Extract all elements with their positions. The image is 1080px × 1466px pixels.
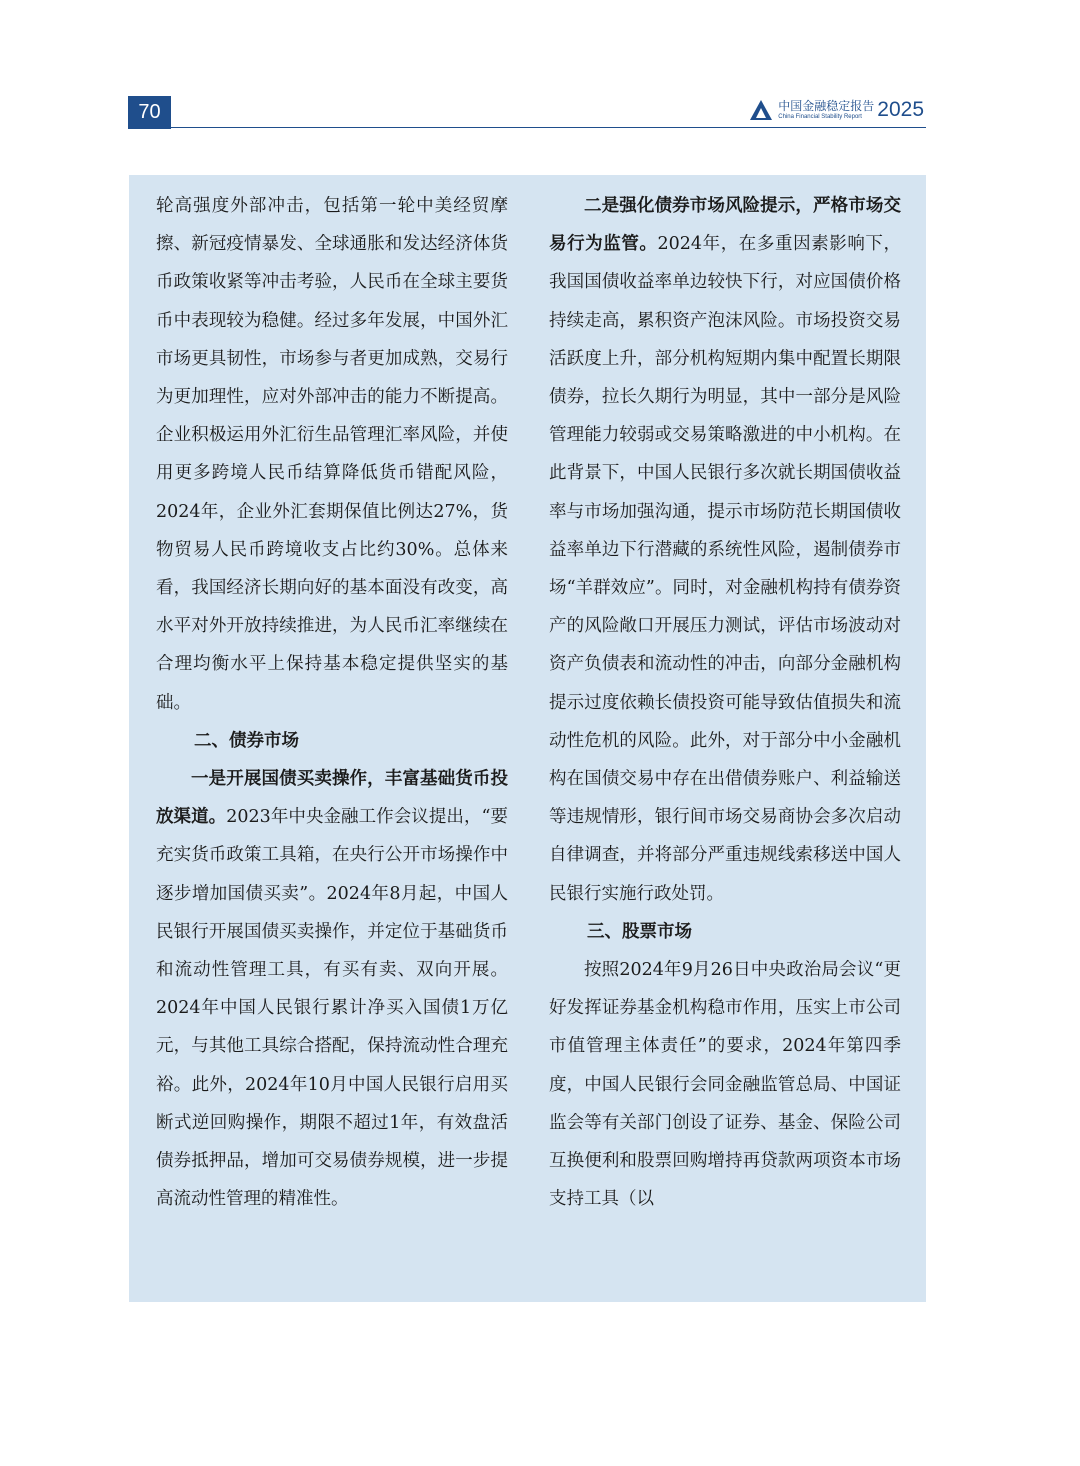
section-heading-stock-market: 三、股票市场 [587, 921, 692, 942]
report-logo-icon [749, 99, 773, 121]
bond-paragraph-1-body: 2023年中央金融工作会议提出，“要充实货币政策工具箱，在央行公开市场操作中逐步增加国债买卖”。2024年8月起，中国人民银行开展国债买卖操作，并定位于基础货币和流动性管理工具，有买有卖、双向开展。2024年中国人民银行累计净买入国债1万亿元，与其他工具综合搭配，保持流动性合理充裕。此外，2024年10月中国人民银行启用买断式逆回购操作，期限不超过1年，有效盘活债券抵押品，增加可交易债券规模，进一步提高流动性管理的精准性。 [156, 807, 509, 1210]
bond-paragraph-2-body: 2024年，在多重因素影响下，我国国债收益率单边较快下行，对应国债价格持续走高，累积资产泡沫风险。市场投资交易活跃度上升，部分机构短期内集中配置长期限债券，拉长久期行为明显，其中一部分是风险管理能力较弱或交易策略激进的中小机构。在此背景下，中国人民银行多次就长期国债收益率与市场加强沟通，提示市场防范长期国债收益率单边下行潜藏的系统性风险，遏制债券市场“羊群效应”。同时，对金融机构持有债券资产的风险敞口开展压力测试，评估市场波动对资产负债表和流动性的冲击，向部分金融机构提示过度依赖长债投资可能导致估值损失和流动性危机的风险。此外，对于部分中小金融机构在国债交易中存在出借债券账户、利益输送等违规情形，银行间市场交易商协会多次启动自律调查，并将部分严重违规线索移送中国人民银行实施行政处罚。 [549, 234, 901, 904]
fx-paragraph-continued: 轮高强度外部冲击，包括第一轮中美经贸摩擦、新冠疫情暴发、全球通胀和发达经济体货币政策收紧等冲击考验，人民币在全球主要货币中表现较为稳健。经过多年发展，中国外汇市场更具韧性，市场参与者更加成熟，交易行为更加理性，应对外部冲击的能力不断提高。企业积极运用外汇衍生品管理汇率风险，并使用更多跨境人民币结算降低货币错配风险，2024年，企业外汇套期保值比例达27%，货物贸易人民币跨境收支占比约30%。总体来看，我国经济长期向好的基本面没有改变，高水平对外开放持续推进，为人民币汇率继续在合理均衡水平上保持基本稳定提供坚实的基础。 [156, 196, 508, 713]
page-number: 70 [128, 96, 171, 129]
report-brand [749, 97, 924, 123]
content-panel [129, 175, 926, 1302]
header-rule [171, 127, 926, 128]
bond-paragraph-1-lead: 一是开展国债买卖操作，丰富基础货币投放渠道。 [156, 769, 508, 828]
report-title-en: China Financial Stability Report [778, 114, 862, 120]
stock-paragraph-1: 按照2024年9月26日中央政治局会议“更好发挥证券基金机构稳市作用，压实上市公司市值管理主体责任”的要求，2024年第四季度，中国人民银行会同金融监管总局、中国证监会等有关部门创设了证券、基金、保险公司互换便利和股票回购增持再贷款两项资本市场支持工具（以 [549, 960, 901, 1210]
bond-paragraph-2-lead: 二是强化债券市场风险提示，严格市场交易行为监管。 [549, 196, 901, 255]
bond-paragraph-2 [549, 187, 901, 913]
section-heading-bond-market: 二、债券市场 [194, 730, 299, 751]
report-year: 2025 [877, 98, 924, 121]
right-column [549, 187, 901, 1218]
report-title-zh: 中国金融稳定报告 [778, 99, 875, 113]
left-column [156, 187, 508, 1218]
bond-paragraph-1 [156, 760, 508, 1218]
